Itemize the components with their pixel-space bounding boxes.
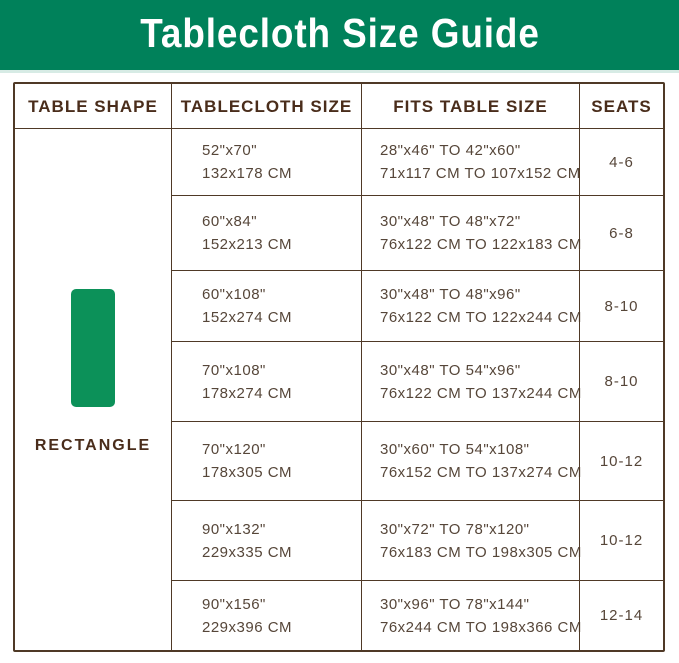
fits-cm: 76x122 CM TO 137x244 CM [380,384,582,402]
size-inches: 90"x132" [202,520,266,538]
page-title: Tablecloth Size Guide [139,9,540,56]
fits-cm: 76x122 CM TO 122x183 CM [380,236,582,253]
size-cm: 178x305 CM [202,464,293,481]
fits-cm: 71x117 CM TO 107x152 CM [380,165,581,182]
seats-value: 10-12 [599,532,644,549]
size-cm: 152x213 CM [202,236,293,253]
fits-inches: 30"x48" TO 48"x96" [380,286,521,303]
seats-value: 8-10 [604,297,639,315]
seats-cell [579,128,663,195]
shape-label: RECTANGLE [34,436,152,454]
seats-value: 10-12 [599,452,644,470]
column-header-table-shape: TABLE SHAPE [28,96,158,116]
size-cm: 229x396 CM [202,618,293,636]
seats-cell [579,580,663,650]
fits-inches: 30"x96" TO 78"x144" [380,595,530,613]
column-header-fits-table-size: FITS TABLE SIZE [361,84,579,128]
fits-table-size-cell [361,270,582,341]
seats-cell [579,500,663,580]
seats-value: 12-14 [599,607,644,624]
column-header-seats: SEATS [579,84,663,128]
title-banner [0,0,679,73]
seats-cell [579,421,663,500]
tablecloth-size-cell [171,195,361,270]
fits-table-size-cell [361,341,582,421]
fits-inches: 30"x48" TO 48"x72" [380,213,521,230]
size-inches: 70"x108" [202,361,266,379]
size-inches: 60"x84" [202,213,258,230]
fits-table-size-cell [361,421,582,500]
fits-cm: 76x152 CM TO 137x274 CM [380,464,582,481]
fits-inches: 30"x48" TO 54"x96" [380,361,521,379]
shape-cell [15,128,171,650]
fits-table-size-cell [361,580,582,650]
fits-table-size-cell [361,128,579,195]
size-inches: 70"x120" [202,441,266,458]
seats-value: 4-6 [609,153,634,171]
fits-table-size-cell [361,500,582,580]
fits-cm: 76x122 CM TO 122x244 CM [380,309,582,326]
seats-value: 8-10 [604,373,639,390]
size-cm: 152x274 CM [202,309,293,326]
fits-cm: 76x183 CM TO 198x305 CM [380,543,582,561]
tablecloth-size-cell [171,341,361,421]
tablecloth-size-cell [171,580,361,650]
tablecloth-size-cell [171,128,361,195]
size-cm: 229x335 CM [202,543,293,561]
size-cm: 178x274 CM [202,384,293,402]
size-inches: 90"x156" [202,595,266,613]
fits-cm: 76x244 CM TO 198x366 CM [380,618,582,636]
fits-table-size-cell [361,195,582,270]
size-inches: 60"x108" [202,286,266,303]
seats-cell [579,195,663,270]
size-inches: 52"x70" [202,142,258,159]
fits-inches: 28"x46" TO 42"x60" [380,142,521,159]
seats-cell [579,341,663,421]
size-cm: 132x178 CM [202,165,293,182]
fits-inches: 30"x60" TO 54"x108" [380,441,530,458]
seats-value: 6-8 [609,224,634,242]
column-header-tablecloth-size: TABLECLOTH SIZE [171,84,361,128]
seats-cell [579,270,663,341]
fits-inches: 30"x72" TO 78"x120" [380,520,530,538]
rectangle-shape-icon [71,289,115,407]
size-guide-table [13,82,665,652]
tablecloth-size-cell [171,270,361,341]
tablecloth-size-cell [171,500,361,580]
tablecloth-size-cell [171,421,361,500]
